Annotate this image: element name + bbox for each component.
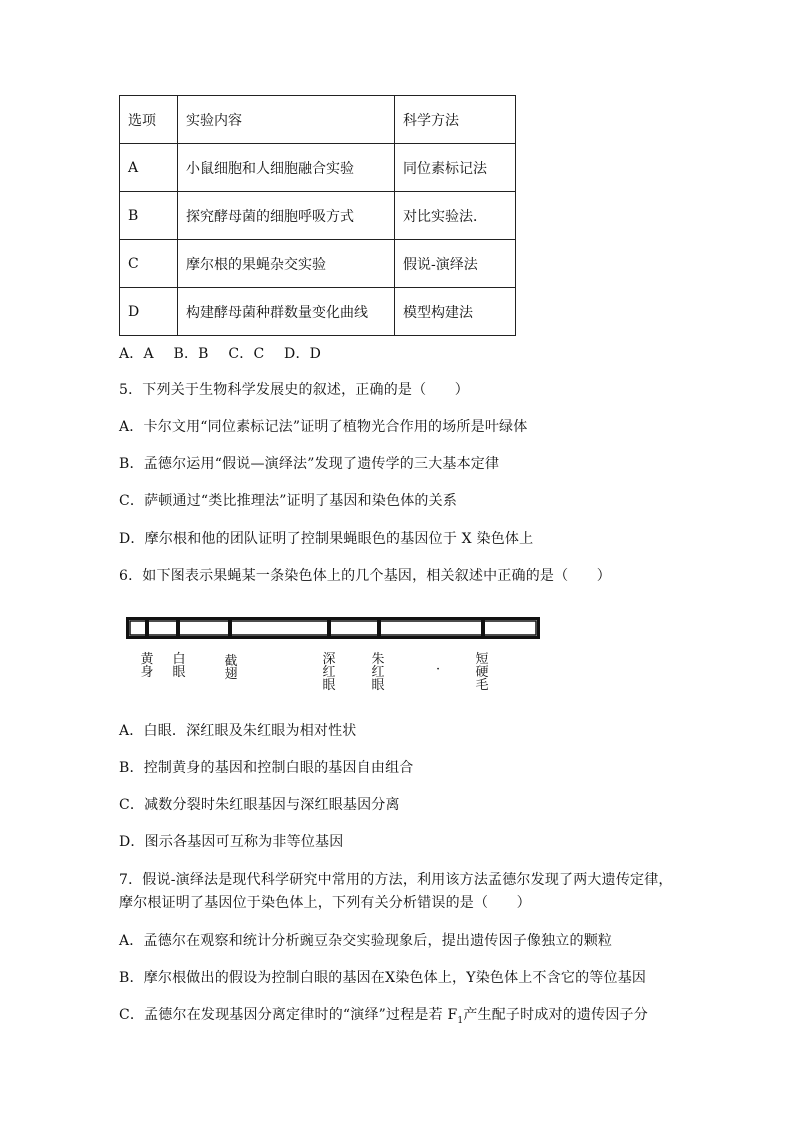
choice-b: B．B	[173, 346, 209, 362]
choice-c: C．C	[228, 346, 265, 362]
q6-stem: 6．如下图表示果蝇某一条染色体上的几个基因，相关叙述中正确的是（ ）	[119, 568, 611, 584]
q7-option-c-text-cont: 产生配子时成对的遗传因子分	[463, 1007, 648, 1023]
chromosome-inner	[130, 621, 536, 635]
chromosome-diagram	[126, 617, 540, 639]
table-row	[120, 144, 516, 192]
table-header-cell: 科学方法	[395, 96, 516, 144]
table-header-row	[120, 96, 516, 144]
q5-option-a: A．卡尔文用“同位素标记法”证明了植物光合作用的场所是叶绿体	[119, 419, 528, 435]
table-header-cell: 实验内容	[178, 96, 395, 144]
table-cell: 同位素标记法	[395, 144, 516, 192]
table-cell: 构建酵母菌种群数量变化曲线	[178, 288, 395, 336]
q4-answer-choices	[119, 343, 336, 363]
table-row	[120, 192, 516, 240]
methods-table	[119, 95, 516, 336]
table-cell: 假说-演绎法	[395, 240, 516, 288]
table-header-cell: 选项	[120, 96, 178, 144]
table-cell: 摩尔根的果蝇杂交实验	[178, 240, 395, 288]
choice-d: D．D	[284, 346, 322, 362]
gene-label-cut-wing: 截翅	[224, 654, 238, 682]
diagram-dot: ·	[436, 662, 441, 677]
q7-option-c-text: C．孟德尔在发现基因分离定律时的“演绎”过程是若 F	[119, 1007, 458, 1023]
q7-option-c	[119, 1004, 648, 1026]
table-cell: 探究酵母菌的细胞呼吸方式	[178, 192, 395, 240]
q7-stem-line2: 摩尔根证明了基因位于染色体上，下列有关分析错误的是（ ）	[119, 895, 531, 911]
table-cell: D	[120, 288, 178, 336]
gene-label-vermilion-eye: 朱红眼	[371, 652, 385, 693]
table-cell: 小鼠细胞和人细胞融合实验	[178, 144, 395, 192]
subscript-1: 1	[457, 1015, 464, 1026]
table-row	[120, 288, 516, 336]
table-cell: 模型构建法	[395, 288, 516, 336]
q7-option-b: B．摩尔根做出的假设为控制白眼的基因在X染色体上，Y染色体上不含它的等位基因	[119, 970, 647, 986]
q7-stem-line1: 7．假说-演绎法是现代科学研究中常用的方法，利用该方法孟德尔发现了两大遗传定律，	[119, 872, 673, 888]
gene-label-yellow-body: 黄身	[140, 652, 154, 680]
q5-option-c: C．萨顿通过“类比推理法”证明了基因和染色体的关系	[119, 493, 458, 509]
gene-label-deep-red-eye: 深红眼	[322, 652, 336, 693]
table-cell: A	[120, 144, 178, 192]
choice-a: A．A	[119, 346, 154, 362]
q5-option-b: B．孟德尔运用“假说—演绎法”发现了遗传学的三大基本定律	[119, 456, 500, 472]
q5-stem: 5．下列关于生物科学发展史的叙述，正确的是（ ）	[119, 382, 469, 398]
q5-option-d: D．摩尔根和他的团队证明了控制果蝇眼色的基因位于 X 染色体上	[119, 531, 534, 547]
q7-option-a: A．孟德尔在观察和统计分析豌豆杂交实验现象后，提出遗传因子像独立的颗粒	[119, 933, 613, 949]
table-cell: 对比实验法．	[395, 192, 516, 240]
q6-option-d: D．图示各基因可互称为非等位基因	[119, 834, 344, 850]
table-cell: B	[120, 192, 178, 240]
gene-label-short-bristle: 短硬毛	[475, 652, 489, 693]
q6-option-b: B．控制黄身的基因和控制白眼的基因自由组合	[119, 760, 414, 776]
q6-option-a: A．白眼．深红眼及朱红眼为相对性状	[119, 723, 357, 739]
gene-label-white-eye: 白眼	[172, 652, 186, 680]
q6-option-c: C．减数分裂时朱红眼基因与深红眼基因分离	[119, 797, 400, 813]
table-cell: C	[120, 240, 178, 288]
table-row	[120, 240, 516, 288]
